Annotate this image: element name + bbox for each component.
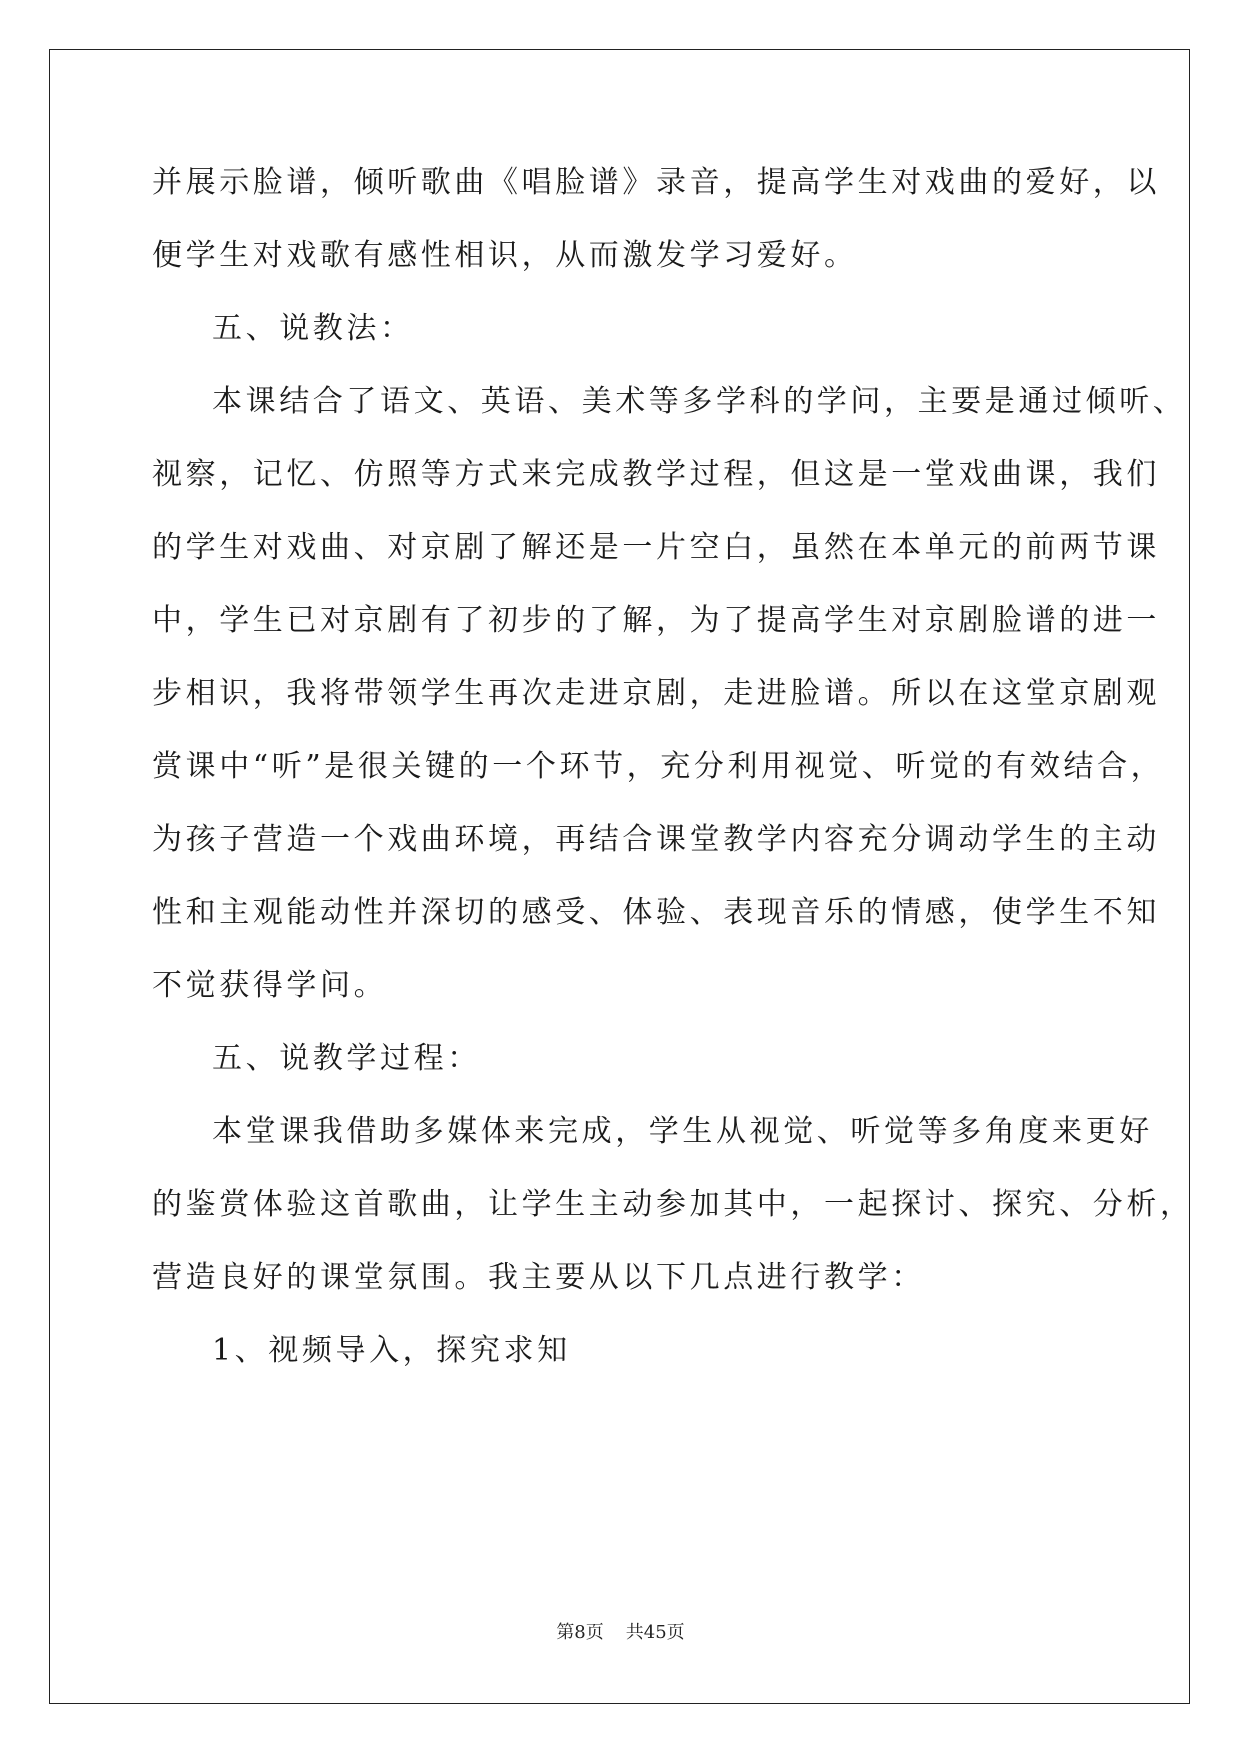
- paragraph-line: 性和主观能动性并深切的感受、体验、表现音乐的情感，使学生不知: [152, 895, 1160, 930]
- paragraph-line: 的学生对戏曲、对京剧了解还是一片空白，虽然在本单元的前两节课: [152, 530, 1160, 565]
- paragraph-line: 视察，记忆、仿照等方式来完成教学过程，但这是一堂戏曲课，我们: [152, 457, 1160, 492]
- paragraph-line: 中，学生已对京剧有了初步的了解，为了提高学生对京剧脸谱的进一: [152, 603, 1160, 638]
- page-footer: [0, 1621, 1241, 1645]
- paragraph-line: 为孩子营造一个戏曲环境，再结合课堂教学内容充分调动学生的主动: [152, 822, 1160, 857]
- paragraph-line: 的鉴赏体验这首歌曲，让学生主动参加其中，一起探讨、探究、分析，: [152, 1187, 1194, 1222]
- paragraph-line: 赏课中“听”是很关键的一个环节，充分利用视觉、听觉的有效结合，: [152, 749, 1165, 784]
- paragraph-line: 本堂课我借助多媒体来完成，学生从视觉、听觉等多角度来更好: [212, 1114, 1153, 1149]
- page-total: 共45页: [625, 1622, 685, 1643]
- paragraph-line: 不觉获得学问。: [152, 968, 388, 1003]
- section-heading: 五、说教法：: [212, 311, 414, 346]
- page-number: 第8页: [556, 1622, 604, 1643]
- paragraph-line: 营造良好的课堂氛围。我主要从以下几点进行教学：: [152, 1260, 925, 1295]
- paragraph-line: 并展示脸谱，倾听歌曲《唱脸谱》录音，提高学生对戏曲的爱好，以: [152, 165, 1160, 200]
- paragraph-line: 便学生对戏歌有感性相识，从而激发学习爱好。: [152, 238, 858, 273]
- section-heading: 五、说教学过程：: [212, 1041, 481, 1076]
- list-item: 1、视频导入，探究求知: [212, 1333, 571, 1368]
- paragraph-line: 本课结合了语文、英语、美术等多学科的学问，主要是通过倾听、: [212, 384, 1187, 419]
- page-border: [49, 49, 1190, 1704]
- paragraph-line: 步相识，我将带领学生再次走进京剧，走进脸谱。所以在这堂京剧观: [152, 676, 1160, 711]
